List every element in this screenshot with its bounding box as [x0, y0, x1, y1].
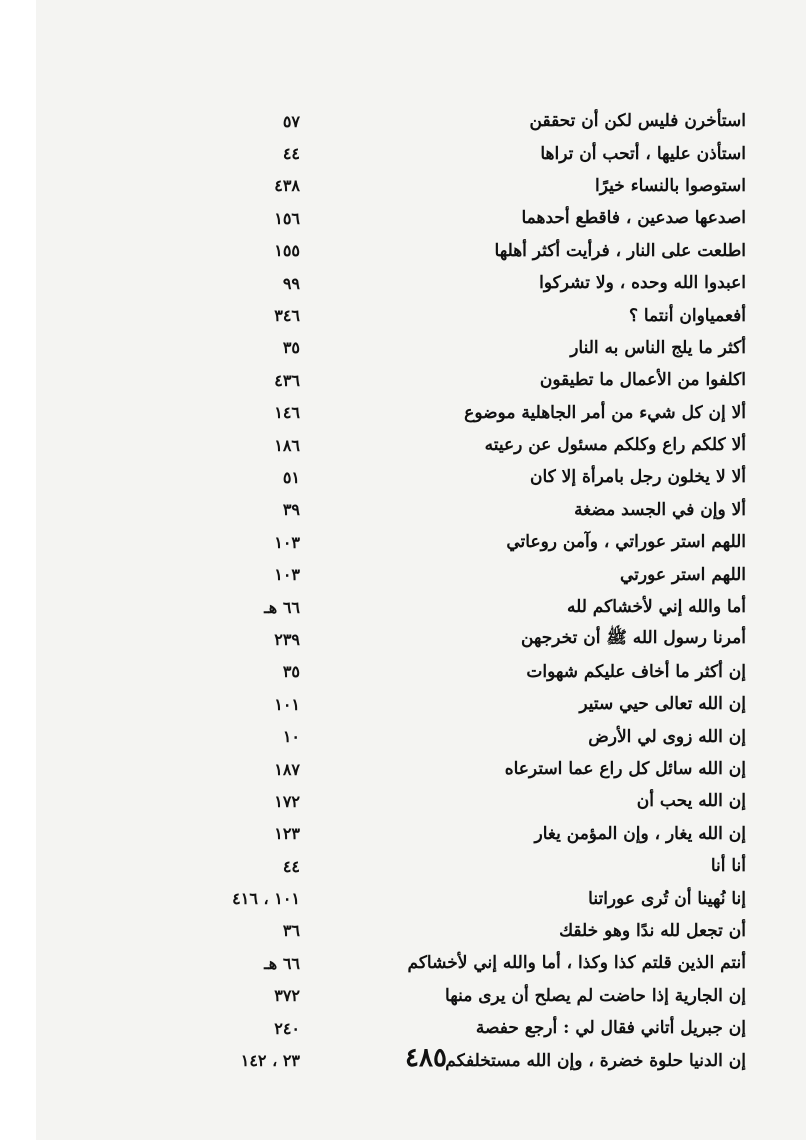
- index-entry: [176, 461, 746, 493]
- hadith-text: استوصوا بالنساء خيرًا: [595, 175, 746, 196]
- page-reference: ١٠١: [274, 694, 300, 714]
- page-reference: ١٠١ ، ٤١٦: [232, 889, 300, 909]
- index-entry: [176, 785, 746, 817]
- page-number: ٤٨٥: [405, 1043, 447, 1073]
- index-entry: [176, 397, 746, 429]
- index-entry: [176, 170, 746, 202]
- page-reference: ١٤٦: [274, 403, 300, 423]
- index-entry: [176, 526, 746, 558]
- page-reference: ٤٣٦: [274, 370, 300, 390]
- index-entry: [176, 558, 746, 590]
- page-reference: ١٠: [282, 727, 300, 747]
- page-reference: ٢٣ ، ١٤٢: [240, 1051, 300, 1071]
- index-entry: [176, 818, 746, 850]
- index-entry: [176, 364, 746, 396]
- index-entry: [176, 656, 746, 688]
- hadith-text: ألا كلكم راع وكلكم مسئول عن رعيته: [484, 435, 746, 456]
- index-entry: [176, 105, 746, 137]
- page-reference: ١٨٧: [274, 759, 300, 779]
- hadith-text: اصدعها صدعين ، فاقطع أحدهما: [521, 208, 746, 229]
- page-reference: ٤٣٨: [274, 176, 300, 196]
- page-reference: ٣٦: [282, 921, 300, 941]
- page-reference: ٥١: [282, 467, 300, 487]
- index-entry: [176, 202, 746, 234]
- hadith-text: إن الله زوى لي الأرض: [588, 726, 746, 747]
- page-reference: ٣٩: [282, 500, 300, 520]
- hadith-text: أمرنا رسول الله ﷺ أن تخرجهن: [520, 627, 746, 648]
- hadith-text: إن أكثر ما أخاف عليكم شهوات: [526, 661, 746, 682]
- page-reference: ٣٧٢: [274, 986, 300, 1006]
- hadith-text: استأخرن فليس لكن أن تحققن: [529, 111, 746, 132]
- hadith-text: اكلفوا من الأعمال ما تطيقون: [539, 370, 746, 391]
- index-entry: [176, 591, 746, 623]
- index-entry: [176, 137, 746, 169]
- page-reference: ٩٩: [282, 273, 300, 293]
- page-reference: ٤٤: [282, 144, 300, 164]
- hadith-text: ألا إن كل شيء من أمر الجاهلية موضوع: [464, 402, 746, 423]
- hadith-text: أكثر ما يلج الناس به النار: [570, 337, 746, 358]
- page-reference: ٥٧: [282, 111, 300, 131]
- index-entry: [176, 332, 746, 364]
- index-entry: [176, 980, 746, 1012]
- page-reference: ٣٥: [282, 662, 300, 682]
- index-entry: [176, 753, 746, 785]
- book-page: [36, 0, 806, 1140]
- page-reference: ٢٣٩: [274, 629, 300, 649]
- index-entry: [176, 299, 746, 331]
- hadith-text: أفعمياوان أنتما ؟: [628, 305, 746, 326]
- page-reference: ١٢٣: [274, 824, 300, 844]
- hadith-text: أنا أنا: [710, 856, 746, 877]
- page-reference: ٣٥: [282, 338, 300, 358]
- hadith-text: اللهم استر عوراتي ، وآمن روعاتي: [506, 532, 746, 553]
- hadith-text: ألا لا يخلون رجل بامرأة إلا كان: [529, 467, 746, 488]
- index-entry: [176, 882, 746, 914]
- index-entry: [176, 688, 746, 720]
- page-reference: ١٧٢: [274, 791, 300, 811]
- index-entry: [176, 947, 746, 979]
- page-reference: ١٥٥: [274, 241, 300, 261]
- index-entry: [176, 235, 746, 267]
- index-entry: [176, 267, 746, 299]
- hadith-text: أما والله إني لأخشاكم لله: [566, 597, 746, 618]
- page-reference: ١٠٣: [274, 565, 300, 585]
- hadith-index-list: [176, 105, 746, 1077]
- hadith-text: إن الله تعالى حيي ستير: [579, 694, 746, 715]
- hadith-text: إن الجارية إذا حاضت لم يصلح أن يرى منها: [445, 985, 746, 1006]
- index-entry: [176, 915, 746, 947]
- page-reference: ٤٤: [282, 856, 300, 876]
- hadith-text: أن تجعل لله ندًا وهو خلقك: [559, 920, 746, 941]
- hadith-text: اللهم استر عورتي: [619, 564, 746, 585]
- page-reference: ٦٦ هـ: [264, 597, 300, 617]
- hadith-text: إن جبريل أتاني فقال لي : أرجع حفصة: [475, 1018, 746, 1039]
- hadith-text: اطلعت على النار ، فرأيت أكثر أهلها: [494, 240, 746, 261]
- page-reference: ٢٤٠: [274, 1018, 300, 1038]
- hadith-text: إن الله سائل كل راع عما استرعاه: [504, 759, 746, 779]
- hadith-text: إن الله يغار ، وإن المؤمن يغار: [534, 823, 746, 844]
- hadith-text: إن الدنيا حلوة خضرة ، وإن الله مستخلفكم: [445, 1050, 746, 1071]
- index-entry: [176, 720, 746, 752]
- index-entry: [176, 623, 746, 655]
- hadith-text: اعبدوا الله وحده ، ولا تشركوا: [539, 273, 746, 294]
- hadith-text: استأذن عليها ، أتحب أن تراها: [540, 143, 746, 164]
- index-entry: [176, 494, 746, 526]
- page-reference: ١٨٦: [274, 435, 300, 455]
- hadith-text: إنا نُهينا أن تُرى عوراتنا: [588, 888, 746, 909]
- index-entry: [176, 429, 746, 461]
- hadith-text: أنتم الذين قلتم كذا وكذا ، أما والله إني لأخشاكم: [407, 953, 746, 974]
- hadith-text: ألا وإن في الجسد مضغة: [574, 499, 746, 520]
- page-reference: ١٠٣: [274, 532, 300, 552]
- hadith-text: إن الله يحب أن: [636, 791, 746, 812]
- page-reference: ٣٤٦: [274, 306, 300, 326]
- index-entry: [176, 1012, 746, 1044]
- page-reference: ١٥٦: [274, 208, 300, 228]
- page-reference: ٦٦ هـ: [264, 953, 300, 973]
- index-entry: [176, 850, 746, 882]
